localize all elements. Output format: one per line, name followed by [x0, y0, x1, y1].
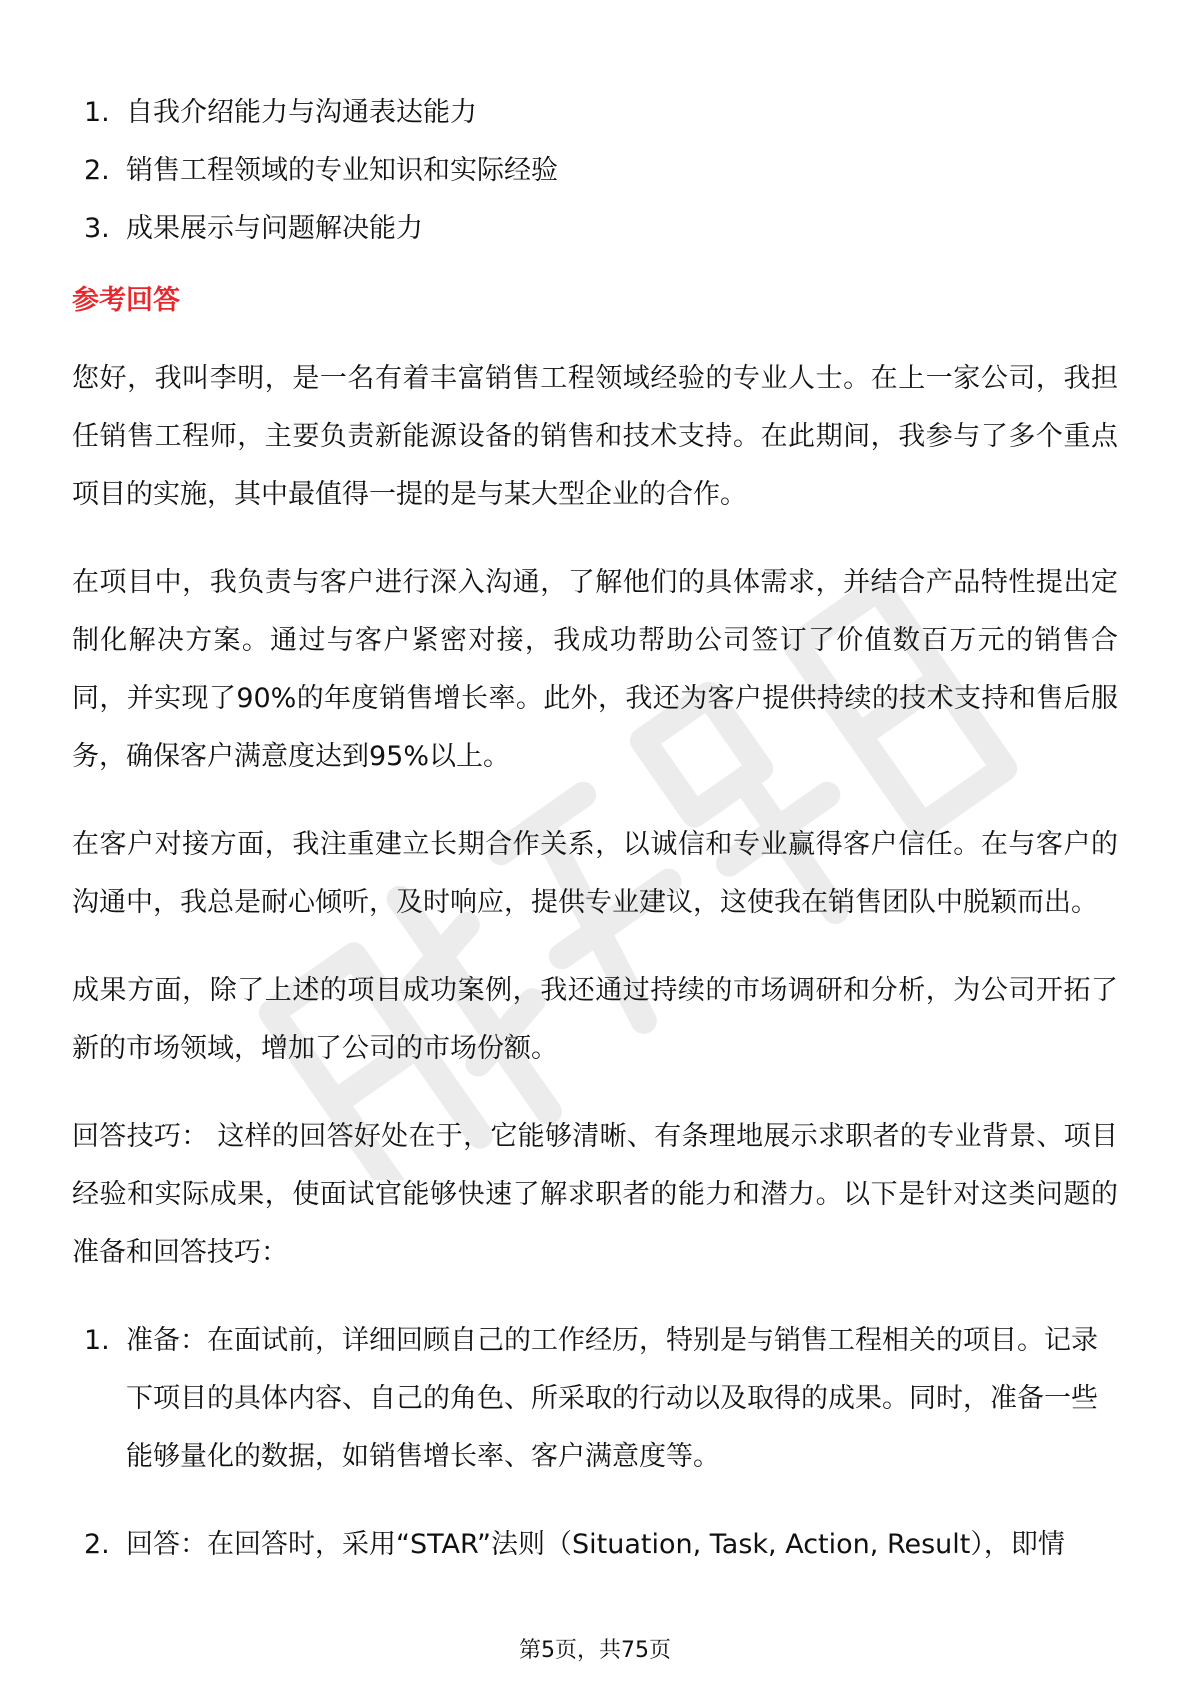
- list-item: [72, 1516, 1118, 1574]
- list-text: 准备：在面试前，详细回顾自己的工作经历，特别是与销售工程相关的项目。记录下项目的具体内容、自己的角色、所采取的行动以及取得的成果。同时，准备一些能够量化的数据，如销售增长率、客户满意度等。: [126, 1325, 1098, 1472]
- tips-list: [72, 1312, 1118, 1574]
- answer-paragraph: 在客户对接方面，我注重建立长期合作关系，以诚信和专业赢得客户信任。在与客户的沟通中，我总是耐心倾听，及时响应，提供专业建议，这使我在销售团队中脱颖而出。: [72, 829, 1118, 918]
- list-text: 回答：在回答时，采用“STAR”法则（Situation, Task, Action, Result），即情: [126, 1529, 1065, 1560]
- section-heading: 参考回答: [72, 285, 180, 316]
- list-text: 销售工程领域的专业知识和实际经验: [126, 155, 558, 186]
- intro-question-list: [72, 84, 1118, 258]
- document-page: [72, 84, 1118, 1604]
- list-number: 1.: [84, 1325, 110, 1356]
- list-item: [72, 1312, 1118, 1486]
- answer-paragraph: 成果方面，除了上述的项目成功案例，我还通过持续的市场调研和分析，为公司开拓了新的市场领域，增加了公司的市场份额。: [72, 975, 1118, 1064]
- answer-paragraph: 在项目中，我负责与客户进行深入沟通，了解他们的具体需求，并结合产品特性提出定制化解决方案。通过与客户紧密对接，我成功帮助公司签订了价值数百万元的销售合同，并实现了90%的年度销售增长率。此外，我还为客户提供持续的技术支持和售后服务，确保客户满意度达到95%以上。: [72, 567, 1118, 772]
- tips-paragraph: 回答技巧： 这样的回答好处在于，它能够清晰、有条理地展示求职者的专业背景、项目经验和实际成果，使面试官能够快速了解求职者的能力和潜力。以下是针对这类问题的准备和回答技巧：: [72, 1121, 1118, 1268]
- list-item: [72, 84, 1118, 142]
- list-text: 自我介绍能力与沟通表达能力: [126, 97, 477, 128]
- list-text: 成果展示与问题解决能力: [126, 213, 423, 244]
- list-number: 1.: [84, 97, 110, 128]
- answer-paragraph: 您好，我叫李明，是一名有着丰富销售工程领域经验的专业人士。在上一家公司，我担任销售工程师，主要负责新能源设备的销售和技术支持。在此期间，我参与了多个重点项目的实施，其中最值得一提的是与某大型企业的合作。: [72, 363, 1118, 510]
- list-number: 2.: [84, 1529, 110, 1560]
- list-item: [72, 142, 1118, 200]
- page-footer: 第5页，共75页: [519, 1638, 671, 1663]
- list-item: [72, 200, 1118, 258]
- list-number: 2.: [84, 155, 110, 186]
- list-number: 3.: [84, 213, 110, 244]
